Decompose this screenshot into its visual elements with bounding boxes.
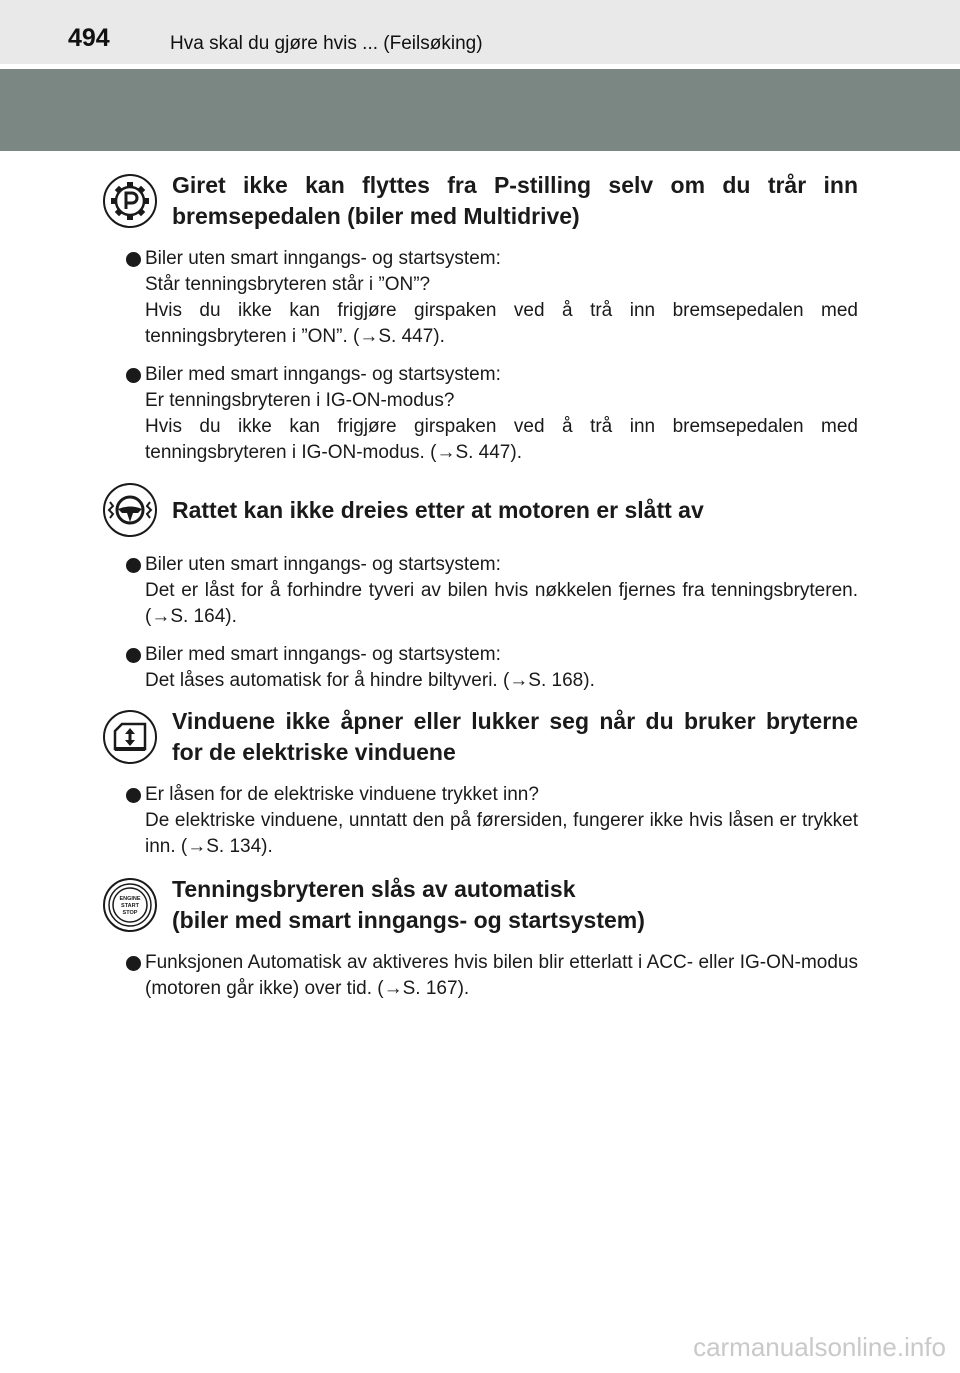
bullet-line: Biler med smart inngangs- og startsystem: [145, 644, 501, 665]
section-title: Giret ikke kan flyttes fra P-stilling selv om du trår inn bremsepedalen (biler med Multidrive) [172, 172, 858, 229]
bullet-list [102, 950, 858, 1002]
section-title: Rattet kan ikke dreies etter at motoren er slått av [172, 496, 704, 523]
section-gear-shift [102, 170, 858, 478]
bullet-list [102, 552, 858, 694]
list-item [102, 362, 858, 466]
bullet-dot-icon [126, 368, 141, 383]
bullet-dot-icon [126, 252, 141, 267]
bullet-line: Funksjonen Automatisk av aktiveres hvis bilen blir etterlatt i ACC- eller IG-ON-modus (motoren går ikke) over tid. (→S. 167). [145, 952, 858, 999]
bullet-dot-icon [126, 788, 141, 803]
section-title: Vinduene ikke åpner eller lukker seg når du bruker bryterne for de elektriske vinduene [172, 708, 858, 765]
bullet-line: Er låsen for de elektriske vinduene trykket inn? [145, 784, 539, 805]
bullet-line: Det er låst for å forhindre tyveri av bilen hvis nøkkelen fjernes fra tenningsbryteren. (→S. 164). [145, 580, 858, 627]
bullet-line: De elektriske vinduene, unntatt den på førersiden, fungerer ikke hvis låsen er trykket inn. (→S. 134). [145, 810, 858, 857]
section-title-line: (biler med smart inngangs- og startsystem) [172, 907, 645, 933]
page-number: 494 [68, 24, 110, 52]
bullet-line: Biler uten smart inngangs- og startsystem: [145, 554, 501, 575]
section-heading [102, 874, 858, 936]
section-title-line: Tenningsbryteren slås av automatisk [172, 876, 576, 902]
icon-label-engine: ENGINE [119, 896, 141, 902]
bullet-line: Er tenningsbryteren i IG-ON-modus? [145, 390, 455, 411]
engine-start-stop-icon [102, 877, 158, 933]
bullet-dot-icon [126, 558, 141, 573]
section-heading [102, 706, 858, 768]
watermark: carmanualsonline.info [693, 1332, 946, 1362]
icon-label-stop: STOP [122, 910, 138, 916]
bullet-line: Står tenningsbryteren står i ”ON”? [145, 274, 431, 295]
bullet-line: Biler med smart inngangs- og startsystem: [145, 364, 501, 385]
section-title [172, 874, 645, 936]
bullet-list [102, 246, 858, 466]
header-band [0, 69, 960, 151]
section-heading [102, 170, 858, 232]
bullet-line: Biler uten smart inngangs- og startsystem: [145, 248, 501, 269]
list-item [102, 552, 858, 630]
section-heading [102, 482, 858, 538]
bullet-line: Hvis du ikke kan frigjøre girspaken ved å trå inn bremsepedalen med tenningsbryteren i ”ON”. (→S. 447). [145, 300, 858, 347]
section-power-windows [102, 706, 858, 872]
bullet-line: Det låses automatisk for å hindre biltyveri. (→S. 168). [145, 670, 595, 691]
steering-lock-icon [102, 482, 158, 538]
section-ignition-auto-off [102, 874, 858, 1014]
bullet-dot-icon [126, 956, 141, 971]
list-item [102, 950, 858, 1002]
p-gear-icon [102, 173, 158, 229]
list-item [102, 246, 858, 350]
list-item [102, 642, 858, 694]
bullet-list [102, 782, 858, 860]
bullet-dot-icon [126, 648, 141, 663]
header-title: Hva skal du gjøre hvis ... (Feilsøking) [170, 33, 483, 54]
icon-label-start: START [121, 903, 139, 909]
bullet-line: Hvis du ikke kan frigjøre girspaken ved å trå inn bremsepedalen med tenningsbryteren i IG-ON-modus. (→S. 447). [145, 416, 858, 463]
list-item [102, 782, 858, 860]
section-steering [102, 482, 858, 706]
power-window-icon [102, 709, 158, 765]
